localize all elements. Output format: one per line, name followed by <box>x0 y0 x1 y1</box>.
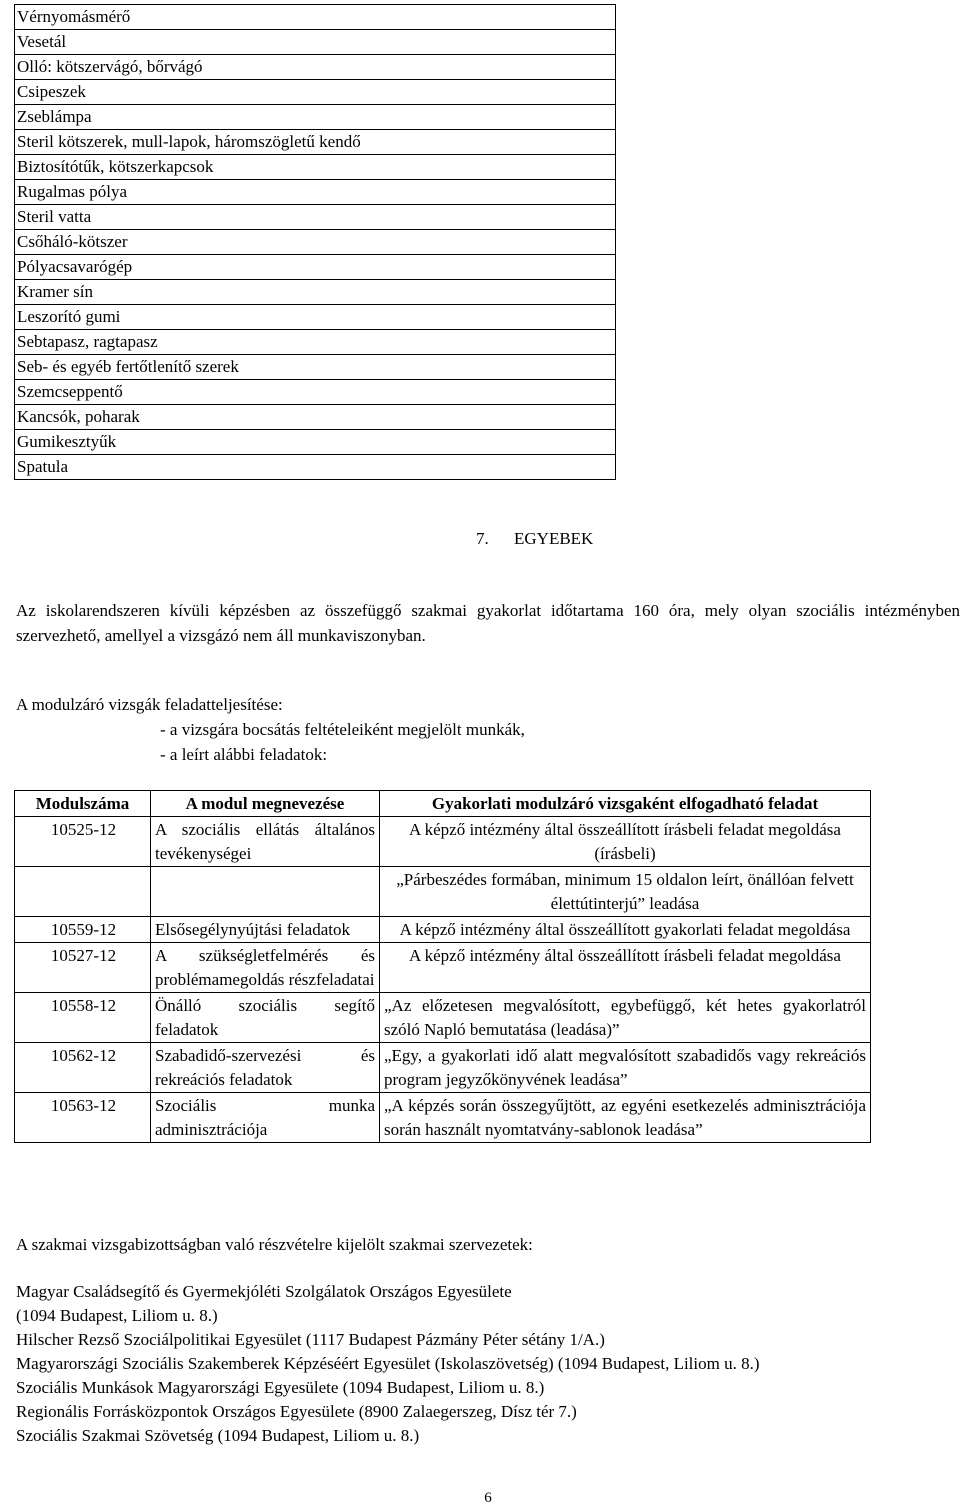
equipment-row <box>15 305 616 330</box>
intro-bullet: - a vizsgára bocsátás feltételeiként megjelölt munkák, <box>160 720 525 739</box>
module-task: „A képzés során összegyűjtött, az egyéni esetkezelés adminisztrációja során használt nyomtatvány-sablonok leadása” <box>380 1093 871 1143</box>
equipment-row <box>15 255 616 280</box>
equipment-item: Csőháló-kötszer <box>15 230 616 255</box>
module-name: A szociális ellátás általános tevékenységei <box>151 817 380 867</box>
module-task: „Párbeszédes formában, minimum 15 oldalon leírt, önállóan felvett élettútinterjú” leadása <box>380 867 871 917</box>
table-row <box>15 817 871 867</box>
organization-item: Magyarországi Szociális Szakemberek Képzéséért Egyesület (Iskolaszövetség) (1094 Budapest, Liliom u. 8.) <box>16 1354 760 1373</box>
equipment-row <box>15 55 616 80</box>
equipment-row <box>15 155 616 180</box>
module-code: 10558-12 <box>15 993 151 1043</box>
equipment-row <box>15 105 616 130</box>
column-header: Gyakorlati modulzáró vizsgaként elfogadható feladat <box>380 791 871 817</box>
organization-item: Szociális Munkások Magyarországi Egyesülete (1094 Budapest, Liliom u. 8.) <box>16 1378 545 1397</box>
table-row <box>15 993 871 1043</box>
module-name <box>151 867 380 917</box>
equipment-item: Zseblámpa <box>15 105 616 130</box>
module-table-header-row <box>15 791 871 817</box>
equipment-item: Vérnyomásmérő <box>15 5 616 30</box>
equipment-item: Csipeszek <box>15 80 616 105</box>
module-task: A képző intézmény által összeállított gyakorlati feladat megoldása <box>380 917 871 943</box>
module-name: Szociális munka adminisztrációja <box>151 1093 380 1143</box>
module-code: 10563-12 <box>15 1093 151 1143</box>
practice-paragraph: Az iskolarendszeren kívüli képzésben az összefüggő szakmai gyakorlat időtartama 160 óra, mely olyan szociális intézményben szervezhető, amellyel a vizsgázó nem áll munkaviszonyban. <box>16 601 960 645</box>
equipment-item: Kancsók, poharak <box>15 405 616 430</box>
equipment-row <box>15 5 616 30</box>
module-code: 10525-12 <box>15 817 151 867</box>
equipment-row <box>15 330 616 355</box>
equipment-row <box>15 430 616 455</box>
module-table <box>14 790 871 1143</box>
equipment-row <box>15 180 616 205</box>
module-task: „Az előzetesen megvalósított, egybefüggő, két hetes gyakorlatról szóló Napló bemutatása (leadása)” <box>380 993 871 1043</box>
table-row <box>15 917 871 943</box>
organization-item: Szociális Szakmai Szövetség (1094 Budapest, Liliom u. 8.) <box>16 1426 420 1445</box>
module-name: A szükségletfelmérés és problémamegoldás részfeladatai <box>151 943 380 993</box>
page-number: 6 <box>484 1490 492 1506</box>
equipment-row <box>15 355 616 380</box>
section-heading <box>476 526 593 551</box>
equipment-row <box>15 80 616 105</box>
equipment-item: Leszorító gumi <box>15 305 616 330</box>
equipment-item: Spatula <box>15 455 616 480</box>
module-name: Önálló szociális segítő feladatok <box>151 993 380 1043</box>
equipment-item: Gumikesztyűk <box>15 430 616 455</box>
organizations-list <box>16 1280 760 1448</box>
organization-item: Magyar Családsegítő és Gyermekjóléti Szolgálatok Országos Egyesülete <box>16 1282 512 1301</box>
intro-line: A modulzáró vizsgák feladatteljesítése: <box>16 695 283 714</box>
committee-heading: A szakmai vizsgabizottságban való részvételre kijelölt szakmai szervezetek: <box>16 1235 533 1254</box>
equipment-item: Sebtapasz, ragtapasz <box>15 330 616 355</box>
equipment-row <box>15 280 616 305</box>
section-title: EGYEBEK <box>514 529 594 548</box>
equipment-row <box>15 230 616 255</box>
equipment-item: Olló: kötszervágó, bőrvágó <box>15 55 616 80</box>
module-task: A képző intézmény által összeállított írásbeli feladat megoldása (írásbeli) <box>380 817 871 867</box>
organization-item: (1094 Budapest, Liliom u. 8.) <box>16 1306 218 1325</box>
module-code: 10559-12 <box>15 917 151 943</box>
module-code: 10562-12 <box>15 1043 151 1093</box>
organization-item: Hilscher Rezső Szociálpolitikai Egyesület (1117 Budapest Pázmány Péter sétány 1/A.) <box>16 1330 605 1349</box>
equipment-item: Biztosítótűk, kötszerkapcsok <box>15 155 616 180</box>
column-header: Modulszáma <box>15 791 151 817</box>
module-code <box>15 867 151 917</box>
table-row <box>15 943 871 993</box>
table-row <box>15 867 871 917</box>
equipment-item: Szemcseppentő <box>15 380 616 405</box>
module-code: 10527-12 <box>15 943 151 993</box>
organization-item: Regionális Forrásközpontok Országos Egyesülete (8900 Zalaegerszeg, Dísz tér 7.) <box>16 1402 577 1421</box>
equipment-item: Vesetál <box>15 30 616 55</box>
equipment-item: Kramer sín <box>15 280 616 305</box>
equipment-row <box>15 380 616 405</box>
equipment-row <box>15 455 616 480</box>
equipment-row <box>15 130 616 155</box>
module-name: Elsősegélynyújtási feladatok <box>151 917 380 943</box>
exam-intro <box>16 692 525 767</box>
equipment-row <box>15 405 616 430</box>
module-task: A képző intézmény által összeállított írásbeli feladat megoldása <box>380 943 871 993</box>
module-task: „Egy, a gyakorlati idő alatt megvalósított szabadidős vagy rekreációs program jegyzőkönyvének leadása” <box>380 1043 871 1093</box>
module-name: Szabadidő-szervezési és rekreációs feladatok <box>151 1043 380 1093</box>
equipment-row <box>15 205 616 230</box>
equipment-item: Steril vatta <box>15 205 616 230</box>
table-row <box>15 1093 871 1143</box>
equipment-list-table <box>14 4 616 480</box>
equipment-row <box>15 30 616 55</box>
table-row <box>15 1043 871 1093</box>
column-header: A modul megnevezése <box>151 791 380 817</box>
equipment-item: Rugalmas pólya <box>15 180 616 205</box>
section-number: 7. <box>476 529 489 548</box>
equipment-item: Steril kötszerek, mull-lapok, háromszögletű kendő <box>15 130 616 155</box>
equipment-item: Pólyacsavarógép <box>15 255 616 280</box>
equipment-item: Seb- és egyéb fertőtlenítő szerek <box>15 355 616 380</box>
intro-bullet: - a leírt alábbi feladatok: <box>160 745 328 764</box>
